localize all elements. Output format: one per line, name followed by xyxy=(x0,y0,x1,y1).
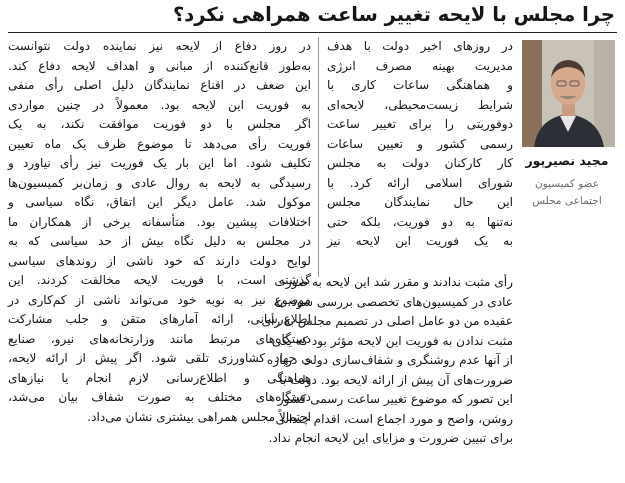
text-line: رسمی کشور و تعیین ساعات xyxy=(327,136,513,151)
author-photo xyxy=(522,40,615,147)
text-line: دوفوریتی را برای تغییر ساعت xyxy=(327,117,513,131)
text-line: به یک فوریت این لایحه نیز xyxy=(327,234,513,248)
text-line: به فوریت این لایحه بود. معمولاً در چنین مواردی xyxy=(8,97,311,112)
text-line: شرایط زیست‌محیطی، لایحه‌ای xyxy=(327,97,513,112)
text-line: مدیریت بهینه مصرف انرژی xyxy=(327,58,513,73)
text-line: ضرورت‌های آن پیش از ارائه لایحه بود. دولت با xyxy=(279,372,513,387)
text-line: دستگاه‌های مختلف به صورت شفاف بیان می‌شد، xyxy=(8,390,311,404)
text-line: شورای اسلامی ارائه کرد. با xyxy=(327,175,513,190)
text-line: تکلیف شود. اما این بار یک فوریت نیز رأی نیاورد و xyxy=(8,156,311,170)
text-line: عادی در کمیسیون‌های تخصصی بررسی شود. به xyxy=(273,294,513,309)
text-line: موضوع نیز به نوبه خود می‌تواند ناشی از کم‌کاری در xyxy=(8,292,311,307)
author-portrait-image xyxy=(522,40,615,147)
text-line: فوریت رأی می‌دهد تا موضوع ظرف یک ماه تعیین xyxy=(8,136,311,151)
text-line: اگر مجلس با دو فوریت موافقت نکند، به یک xyxy=(8,117,311,131)
article-column-bottom xyxy=(261,273,513,449)
author-role-line: اجتماعی مجلس xyxy=(532,195,602,207)
text-line: لوایح دولت دارند که خود ناشی از روندهای سیاسی xyxy=(8,253,311,268)
text-line: و جهاد کشاورزی تلقی شود. اگر پیش از ارائه لایحه، xyxy=(8,351,311,365)
author-name: مجید نصیرپور xyxy=(525,153,609,168)
text-line: هماهنگی و اطلاع‌رسانی لازم انجام یا نیازهای xyxy=(8,370,311,385)
text-line: دستگاه‌های مرتبط مانند وزارتخانه‌های نیرو، صنایع xyxy=(8,331,311,346)
article-column-left xyxy=(8,37,311,427)
text-line: در روزهای اخیر دولت با هدف xyxy=(327,39,513,53)
text-line: اطلاع‌رسانی، ارائه آمارهای متقن و جلب مشارکت xyxy=(8,312,311,326)
text-line: این حال نمایندگان مجلس xyxy=(327,195,513,209)
text-line: به‌طور قانع‌کننده از مبانی و اهداف لایحه دفاع کند. xyxy=(8,58,311,73)
text-line: روشن، واضح و مورد اجماع است، اقدام چندانی xyxy=(275,411,513,426)
headline-rule xyxy=(8,32,617,33)
text-line: مثبت ندادن به فوریت این لایحه مؤثر بود که یکی xyxy=(271,333,513,348)
text-line: عقیده من دو عامل اصلی در تصمیم مجلس به رأی xyxy=(261,314,513,328)
text-line: این ضعف در اقناع نمایندگان دلیل اصلی رأی منفی xyxy=(8,78,311,92)
column-divider xyxy=(318,37,319,277)
text-line: برای تبیین ضرورت و مزایای این لایحه انجام نداد. xyxy=(268,431,513,445)
text-line: از آنها عدم روشنگری و شفاف‌سازی دولت درباره xyxy=(266,353,513,367)
text-line: رسیدگی به لایحه به روال عادی و زمان‌بر کمیسیون‌ها xyxy=(8,175,311,190)
text-line: رأی مثبت ندادند و مقرر شد این لایحه به صورت xyxy=(274,275,513,289)
text-line: موکول شد. عامل دیگر این اتفاق، نگاه سیاسی و xyxy=(8,195,311,209)
text-line: نه‌تنها به دو فوریت، بلکه حتی xyxy=(327,214,513,229)
text-line: گذشته است، با فوریت لایحه مخالفت کردند. این xyxy=(8,273,311,287)
author-role-line: عضو کمیسیون xyxy=(534,178,600,190)
article-column-middle xyxy=(327,37,513,252)
text-line: اختلافات پیشین بود. متأسفانه برخی از همکاران ما xyxy=(8,214,311,229)
text-line: کار کارکنان دولت به مجلس xyxy=(327,156,513,170)
text-line: در روز دفاع از لایحه نیز نماینده دولت نتوانست xyxy=(8,39,311,53)
headline: چرا مجلس با لایحه تغییر ساعت همراهی نکرد؟ xyxy=(172,3,615,26)
text-line: این تصور که موضوع تغییر ساعت رسمی کشور xyxy=(277,392,513,406)
text-line: در مجلس به دلیل نگاه بیش از حد سیاسی که به xyxy=(8,234,311,248)
text-line: و هماهنگی ساعات کاری با xyxy=(327,78,513,92)
text-line: احتمالاً مجلس همراهی بیشتری نشان می‌داد. xyxy=(87,409,311,424)
author-role xyxy=(523,176,611,210)
